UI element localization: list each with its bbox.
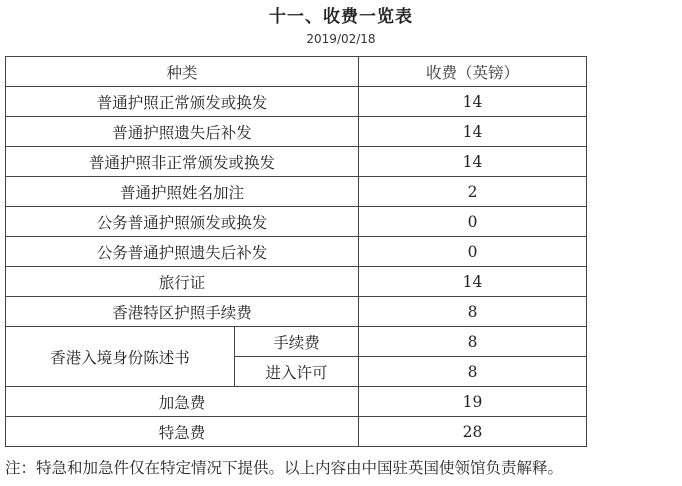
header-fee: 收费（英镑）	[359, 57, 587, 87]
row-fee: 2	[359, 177, 587, 207]
group-category: 香港入境身份陈述书	[6, 327, 235, 387]
fee-table	[5, 56, 587, 447]
row-fee: 14	[359, 147, 587, 177]
row-category: 特急费	[6, 417, 359, 447]
table-row	[6, 87, 587, 117]
page-title: 十一、收费一览表	[269, 7, 413, 27]
footnote: 注：特急和加急件仅在特定情况下提供。以上内容由中国驻英国使领馆负责解释。	[5, 459, 564, 477]
table-row	[6, 147, 587, 177]
row-category: 香港特区护照手续费	[6, 297, 359, 327]
table-row	[6, 267, 587, 297]
row-category: 旅行证	[6, 267, 359, 297]
table-row	[6, 207, 587, 237]
row-fee: 14	[359, 117, 587, 147]
table-row	[6, 297, 587, 327]
row-category: 普通护照正常颁发或换发	[6, 87, 359, 117]
table-row	[6, 177, 587, 207]
row-category: 普通护照姓名加注	[6, 177, 359, 207]
row-fee: 0	[359, 207, 587, 237]
row-fee: 14	[359, 267, 587, 297]
table-row-group	[6, 327, 587, 357]
row-fee: 19	[359, 387, 587, 417]
row-category: 加急费	[6, 387, 359, 417]
row-fee: 28	[359, 417, 587, 447]
row-fee: 14	[359, 87, 587, 117]
row-category: 公务普通护照颁发或换发	[6, 207, 359, 237]
row-category: 普通护照遗失后补发	[6, 117, 359, 147]
row-fee: 8	[359, 327, 587, 357]
table-header-row	[6, 57, 587, 87]
header-category: 种类	[6, 57, 359, 87]
subrow-category: 手续费	[235, 327, 359, 357]
row-fee: 8	[359, 357, 587, 387]
row-fee: 8	[359, 297, 587, 327]
table-row	[6, 417, 587, 447]
row-fee: 0	[359, 237, 587, 267]
subrow-category: 进入许可	[235, 357, 359, 387]
table-row	[6, 117, 587, 147]
table-row	[6, 237, 587, 267]
row-category: 普通护照非正常颁发或换发	[6, 147, 359, 177]
row-category: 公务普通护照遗失后补发	[6, 237, 359, 267]
page-date: 2019/02/18	[306, 32, 376, 46]
table-row	[6, 387, 587, 417]
